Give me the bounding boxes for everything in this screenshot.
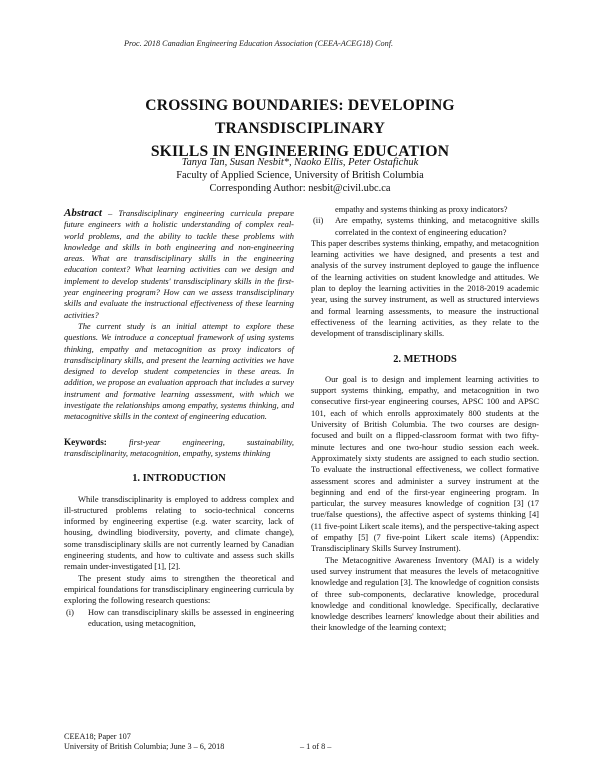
title-line-2: SKILLS IN ENGINEERING EDUCATION — [150, 143, 450, 160]
methods-heading: 2. METHODS — [393, 353, 457, 365]
intro-para-1: While transdisciplinarity is employed to address complex and ill-structured problems relating to socio-technical concerns informed by engineering expertise (e.g. water scarcity, lack of housing, dwindling biodiversity, poverty, and climate change), some transdisciplinary skills are not currently learned by Canadian engineering students, and how to cultivate and assess such skills remain under-investigated [1], [2]. — [64, 493, 294, 572]
intro-para-2: The present study aims to strengthen the theoretical and empirical foundations for transdisciplinary engineering curricula by exploring the following research questions: — [64, 572, 294, 606]
question-2-number: (ii) — [313, 215, 324, 226]
methods-para-2: The Metacognitive Awareness Inventory (MAI) is a widely used survey instrument that measures the levels of metacognitive knowledge and regulation [3]. The knowledge of cognition consists of three sub-components, declarative knowledge, procedural knowledge and conditional knowledge. Specifically, declarative knowledge describes learners' knowledge about their abilities and their knowledge of the learning context; — [311, 554, 539, 633]
footer-paper-id: CEEA18; Paper 107 — [64, 732, 131, 741]
footer — [64, 732, 224, 752]
right-column — [311, 204, 539, 634]
methods-para-1: Our goal is to design and implement learning activities to support systems thinking, empathy, and metacognition in two consecutive first-year engineering courses, APSC 100 and APSC 101, each of which enrolls approximately 800 students at the University of British Columbia. The two courses are design-focused and built on a flipped-classroom format with two fifty-minute lectures and one two-hour studio session each week. Approximately sixty students are assigned to each studio section. To evaluate the instructional effectiveness, we collect formative assessment scores and administer a survey instrument at the beginning and end of the first-year engineering program. In particular, the survey measures knowledge of cognition [3] (17 true/false questions), the affective aspect of systems thinking [4] (11 five-point Likert scale items), and the perspective-taking aspect of empathy [5] (7 five-point Likert scale items) (Appendix: Transdisciplinary Skills Survey Instrument). — [311, 373, 539, 554]
research-question-2 — [313, 215, 539, 238]
abstract-label: Abstract — [64, 207, 102, 219]
author-affiliation: Faculty of Applied Science, University of British Columbia — [176, 170, 424, 181]
left-column — [64, 208, 294, 629]
keywords-text: first-year engineering, sustainability, transdisciplinarity, metacognition, empathy, systems thinking — [64, 436, 294, 458]
question-1-number: (i) — [66, 606, 74, 617]
author-names: Tanya Tan, Susan Nesbit*, Naoko Ellis, Peter Ostafichuk — [181, 157, 419, 168]
abstract — [64, 208, 294, 321]
keywords-label: Keywords: — [64, 436, 107, 447]
question-1-continued: empathy and systems thinking as proxy indicators? — [335, 204, 508, 214]
author-block — [60, 156, 540, 195]
corresponding-author: Corresponding Author: nesbit@civil.ubc.ca — [209, 183, 391, 194]
paper-title — [60, 94, 540, 163]
intro-para-3: This paper describes systems thinking, empathy, and metacognition learning activities we have designed, and presents a test and analysis of the survey instrument deployed to gauge the influence of the learning activities on student knowledge and attitudes. We plan to deploy the learning activities in the 2018-2019 academic year, using the survey instrument, as well as structured interviews and formal learning assessments, to measure the instructional effectiveness of the learning activities, as they relate to the development of transdisciplinary skills. — [311, 237, 539, 339]
question-2-text: Are empathy, systems thinking, and metacognitive skills correlated in the context of engineering education? — [335, 215, 539, 237]
footer-venue: University of British Columbia; June 3 – 6, 2018 — [64, 742, 225, 751]
page-number: – 1 of 8 – — [300, 742, 332, 751]
abstract-para-1: – Transdisciplinary engineering curricula prepare future engineers with a holistic understanding of complex real-world problems, and the ability to tackle these problems with knowledge and skills in both engineering and non-engineering areas. What are transdisciplinary skills in the engineering education context? What learning activities can we design and implement to develop students' transdisciplinary skills in the first-year engineering program? How can we assess transdisciplinary skills and evaluate the instructional effectiveness of these learning activities? — [64, 208, 294, 320]
title-line-1: CROSSING BOUNDARIES: DEVELOPING TRANSDISCIPLINARY — [145, 97, 455, 137]
question-1-text: How can transdisciplinary skills be assessed in engineering education, using metacognition, — [88, 606, 294, 628]
running-header: Proc. 2018 Canadian Engineering Education Association (CEEA-ACEG18) Conf. — [124, 39, 394, 48]
abstract-para-2: The current study is an initial attempt to explore these questions. We introduce a conceptual framework of using systems thinking, empathy and metacognition as proxy indicators of transdisciplinary skills, and present the learning activities we have designed to develop student competencies in these areas. In addition, we propose an evaluation approach that includes a survey instrument and formative learning assessment, with which we investigate the relationships among empathy, systems thinking, and metacognitive skills in the context of engineering education. — [64, 320, 294, 422]
research-question-1 — [66, 607, 294, 630]
intro-heading: 1. INTRODUCTION — [132, 473, 226, 485]
keywords — [64, 437, 294, 460]
